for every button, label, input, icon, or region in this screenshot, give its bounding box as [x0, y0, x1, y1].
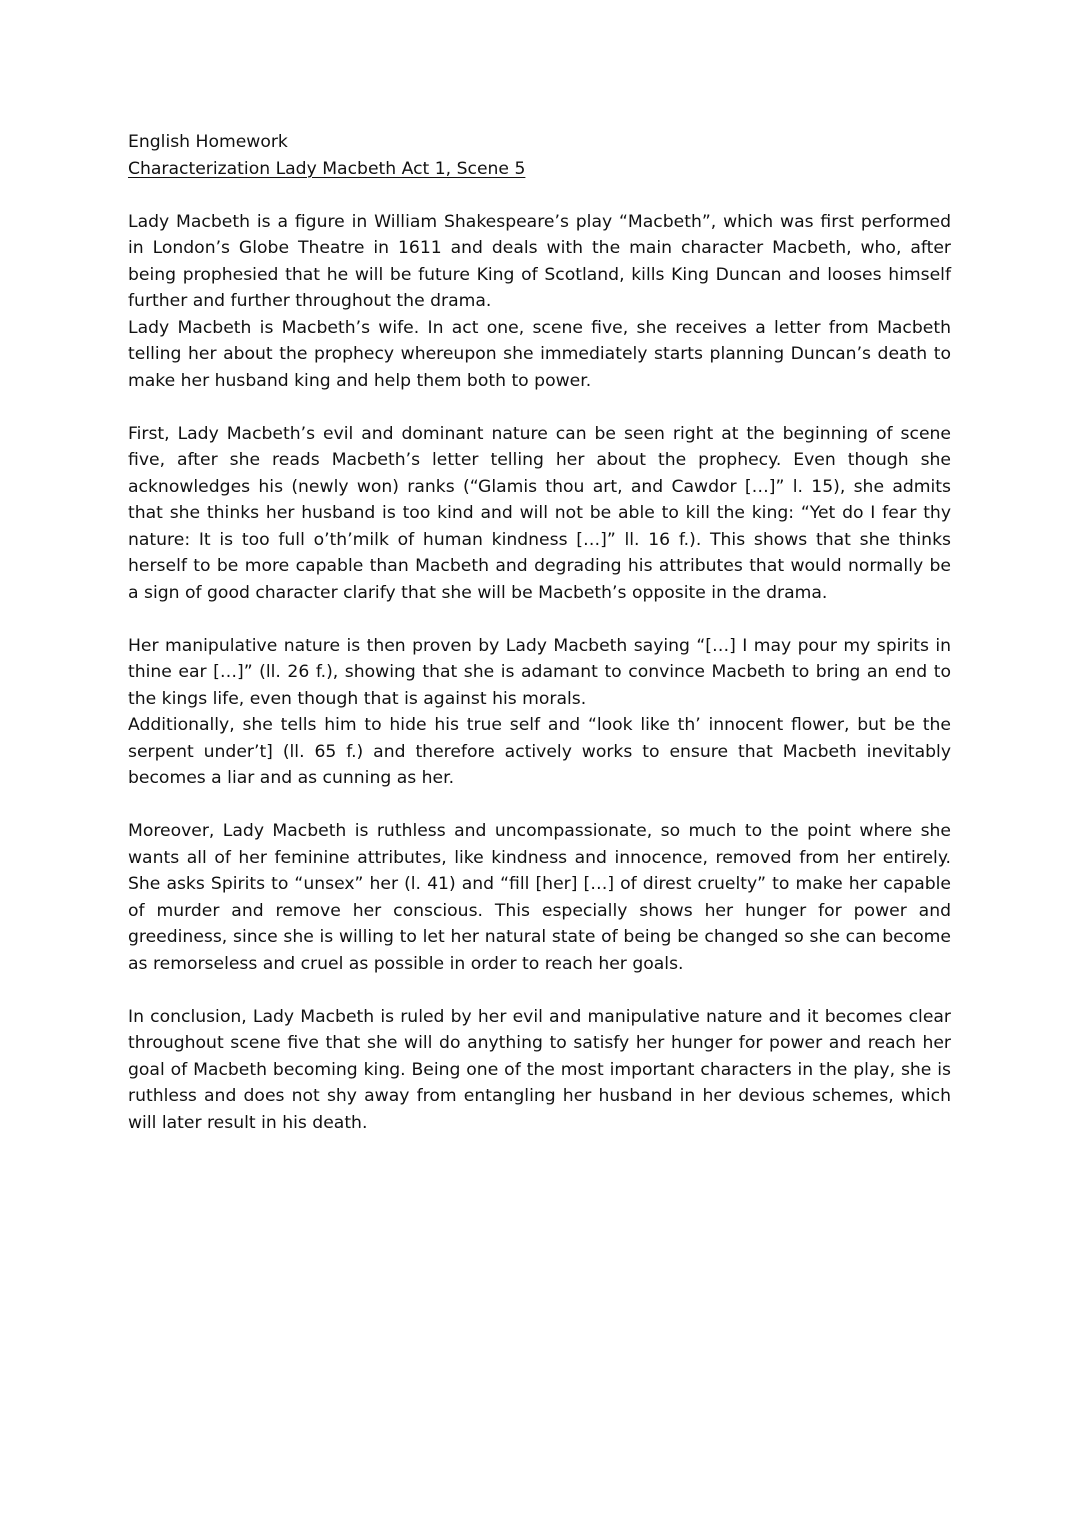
document-subject: English Homework	[128, 132, 288, 152]
spacer	[128, 606, 951, 633]
paragraph-context: Lady Macbeth is Macbeth’s wife. In act one, scene five, she receives a letter from Macbeth telling her about the prophecy whereupon she immediately starts planning Duncan’s death to make her husband king and help them both to power.	[128, 317, 951, 391]
document-title: Characterization Lady Macbeth Act 1, Scene 5	[128, 158, 526, 179]
spacer	[128, 792, 951, 819]
paragraph-additionally: Additionally, she tells him to hide his true self and “look like th’ innocent flower, but be the serpent under’t] (ll. 65 f.) and therefore actively works to ensure that Macbeth inevitably becomes a liar and as cunning as her.	[128, 715, 951, 788]
paragraph-evil-nature: First, Lady Macbeth’s evil and dominant nature can be seen right at the beginning of scene five, after she reads Macbeth’s letter telling her about the prophecy. Even though she acknowledges his (newly won) ranks (“Glamis thou art, and Cawdor […]” l. 15), she admits that she thinks her husband is too kind and will not be able to kill the king: “Yet do I fear thy nature: It is too full o’th’milk of human kindness […]” ll. 16 f.). This shows that she thinks herself to be more capable than Macbeth and degrading his attributes that would normally be a sign of good character clarify that she will be Macbeth’s opposite in the drama.	[128, 423, 951, 603]
paragraph-ruthless: Moreover, Lady Macbeth is ruthless and uncompassionate, so much to the point where she wants all of her feminine attributes, like kindness and innocence, removed from her entirely. She asks Spirits to “unsex” her (l. 41) and “fill [her] […] of direst cruelty” to make her capable of murder and remove her conscious. This especially shows her hunger for power and greediness, since she is willing to let her natural state of being be changed so she can become as remorseless and cruel as possible in order to reach her goals.	[128, 821, 951, 974]
paragraph-introduction: Lady Macbeth is a figure in William Shakespeare’s play “Macbeth”, which was first performed in London’s Globe Theatre in 1611 and deals with the main character Macbeth, who, after being prophesied that he will be future King of Scotland, kills King Duncan and looses himself further and further throughout the drama.	[128, 211, 951, 311]
spacer	[128, 394, 951, 421]
paragraph-manipulative-nature: Her manipulative nature is then proven by Lady Macbeth saying “[…] I may pour my spirits in thine ear […]” (ll. 26 f.), showing that she is adamant to convince Macbeth to bring an end to the kings life, even though that is against his morals.	[128, 635, 951, 709]
spacer	[128, 977, 951, 1004]
document-page	[128, 129, 951, 1136]
paragraph-conclusion: In conclusion, Lady Macbeth is ruled by her evil and manipulative nature and it becomes clear throughout scene five that she will do anything to satisfy her hunger for power and reach her goal of Macbeth becoming king. Being one of the most important characters in the play, she is ruthless and does not shy away from entangling her husband in her devious schemes, which will later result in his death.	[128, 1006, 951, 1133]
spacer	[128, 182, 951, 209]
